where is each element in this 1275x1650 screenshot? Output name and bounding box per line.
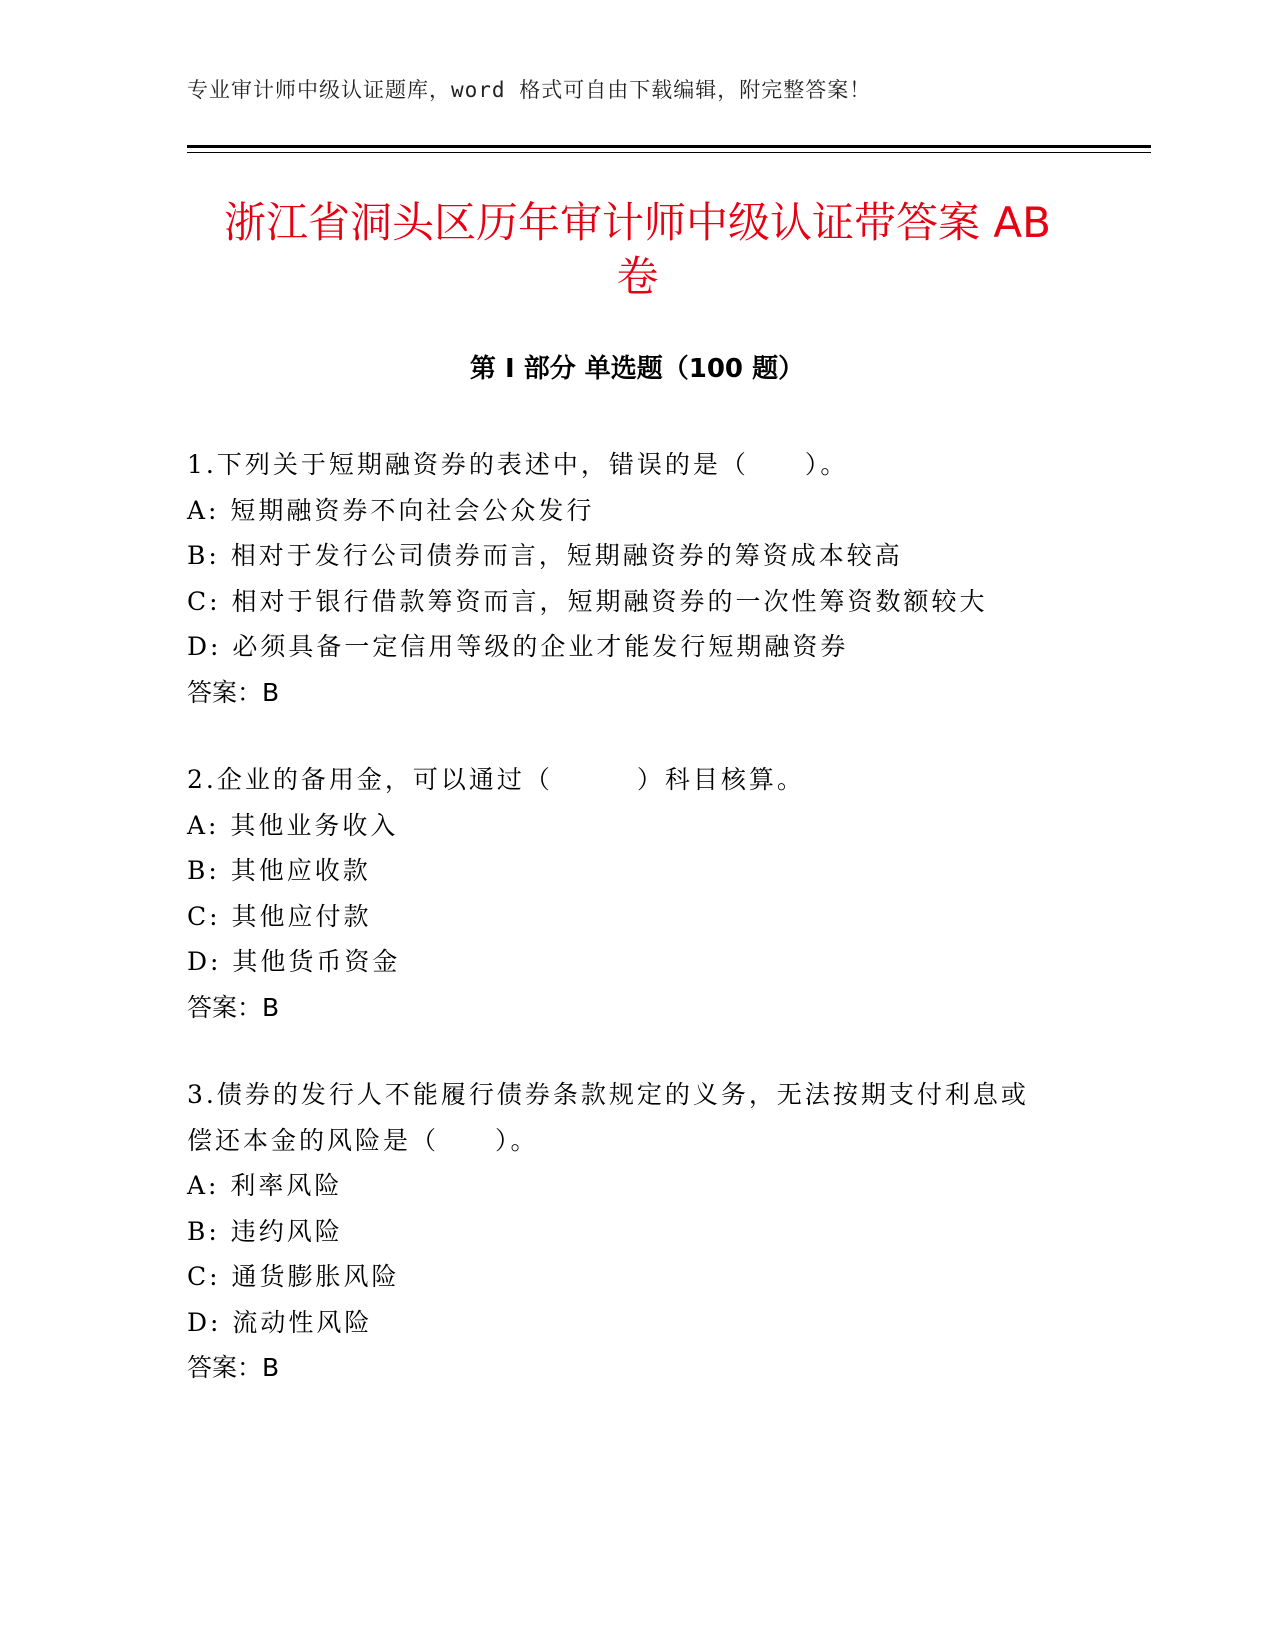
option-c: C: 其他应付款 <box>187 901 372 931</box>
option-d: D: 必须具备一定信用等级的企业才能发行短期融资券 <box>187 632 849 661</box>
header-divider-thick <box>187 145 1151 148</box>
header-divider-thin <box>187 152 1151 153</box>
answer: 答案：B <box>187 992 280 1022</box>
question-list <box>187 442 1087 1433</box>
answer: 答案：B <box>187 1353 280 1382</box>
question-stem: 2.企业的备用金，可以通过（ ）科目核算。 <box>187 765 805 794</box>
page-header: 专业审计师中级认证题库，word 格式可自由下载编辑，附完整答案！ <box>187 78 872 102</box>
option-c: C: 通货膨胀风险 <box>187 1262 400 1291</box>
question-stem: 3.债券的发行人不能履行债券条款规定的义务，无法按期支付利息或 <box>187 1080 1029 1109</box>
question-stem-continued: 偿还本金的风险是（ ）。 <box>187 1125 539 1155</box>
option-d: D: 流动性风险 <box>187 1307 373 1337</box>
question-2 <box>187 757 1087 1030</box>
option-b: B: 相对于发行公司债券而言，短期融资券的筹资成本较高 <box>187 541 903 570</box>
option-d: D: 其他货币资金 <box>187 947 401 976</box>
document-title-line-2: 卷 <box>616 252 659 301</box>
option-b: B: 违约风险 <box>187 1216 343 1246</box>
answer: 答案：B <box>187 677 280 707</box>
question-1 <box>187 442 1087 715</box>
option-a: A: 利率风险 <box>187 1171 343 1200</box>
document-title <box>150 196 1125 304</box>
option-a: A: 短期融资券不向社会公众发行 <box>187 495 595 525</box>
option-b: B: 其他应收款 <box>187 856 371 885</box>
option-c: C: 相对于银行借款筹资而言，短期融资券的一次性筹资数额较大 <box>187 586 988 616</box>
question-stem: 1.下列关于短期融资券的表述中，错误的是（ ）。 <box>187 450 849 479</box>
section-title: 第 I 部分 单选题（100 题） <box>469 354 805 384</box>
question-3 <box>187 1072 1087 1391</box>
option-a: A: 其他业务收入 <box>187 810 399 840</box>
document-title-line-1: 浙江省洞头区历年审计师中级认证带答案 AB <box>224 198 1051 247</box>
